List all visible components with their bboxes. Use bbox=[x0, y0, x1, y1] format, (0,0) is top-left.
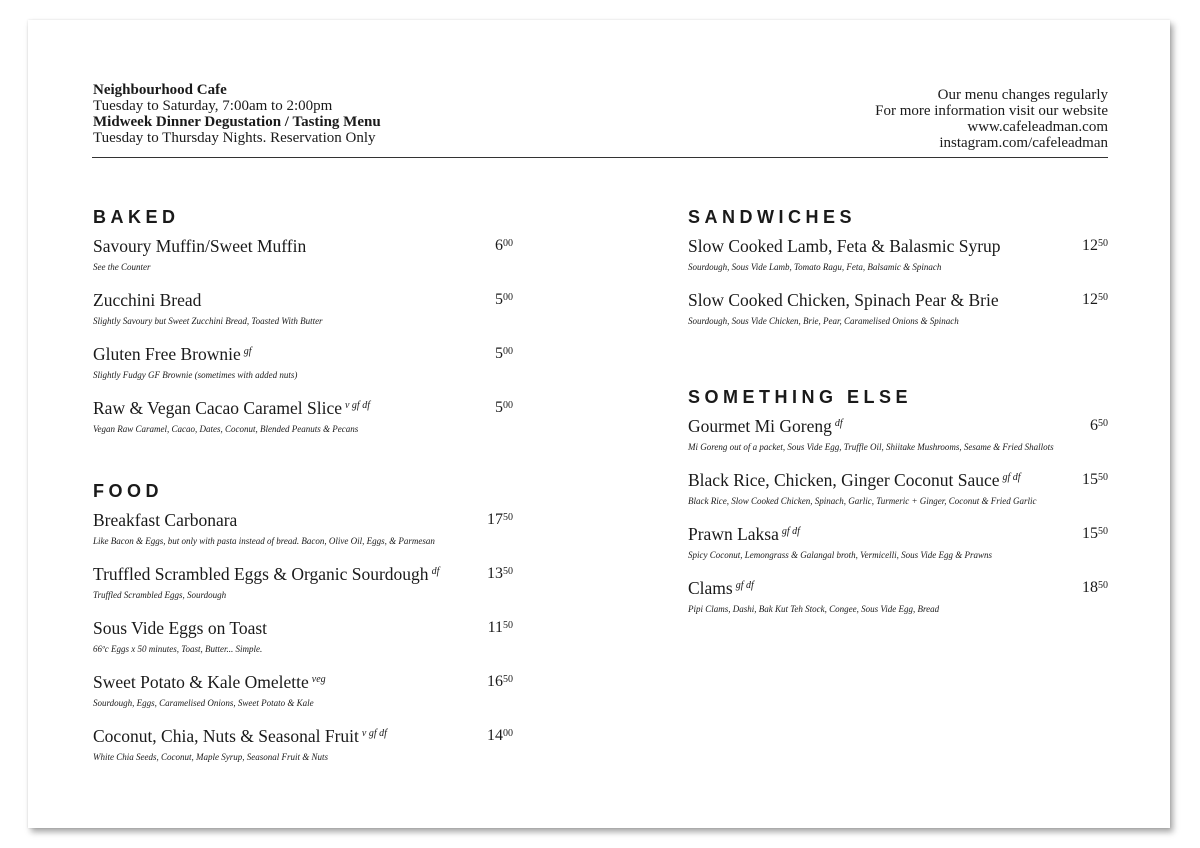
header-right bbox=[875, 87, 1108, 151]
item-name bbox=[688, 577, 1108, 599]
menu-page bbox=[28, 20, 1170, 828]
item-name-text: Slow Cooked Chicken, Spinach Pear & Brie bbox=[688, 290, 999, 310]
menu-item bbox=[688, 415, 1108, 469]
item-description: Mi Goreng out of a packet, Sous Vide Egg, Truffle Oil, Shiitake Mushrooms, Sesame & Fried Shallots bbox=[688, 442, 1054, 452]
price-whole: 6 bbox=[1090, 417, 1098, 434]
dietary-tags: gf df bbox=[781, 526, 800, 537]
cafe-name: Neighbourhood Cafe bbox=[93, 82, 227, 98]
section-something-else bbox=[688, 387, 1108, 631]
menu-item bbox=[93, 725, 513, 779]
item-description: Vegan Raw Caramel, Cacao, Dates, Coconut, Blended Peanuts & Pecans bbox=[93, 424, 359, 434]
price-cents: 00 bbox=[503, 728, 513, 739]
item-name-text: Black Rice, Chicken, Ginger Coconut Sauce bbox=[688, 470, 1000, 490]
item-name bbox=[93, 671, 513, 693]
item-name-text: Savoury Muffin/Sweet Muffin bbox=[93, 236, 307, 256]
item-description: Spicy Coconut, Lemongrass & Galangal broth, Vermicelli, Sous Vide Egg & Prawns bbox=[688, 550, 992, 560]
price-whole: 16 bbox=[487, 673, 503, 690]
item-name bbox=[688, 523, 1108, 545]
dinner-note: Tuesday to Thursday Nights. Reservation Only bbox=[93, 130, 376, 146]
item-description: Slightly Savoury but Sweet Zucchini Bread, Toasted With Butter bbox=[93, 316, 323, 326]
section-food bbox=[93, 481, 513, 779]
price-whole: 11 bbox=[487, 619, 503, 636]
item-price bbox=[1082, 523, 1108, 545]
item-price bbox=[487, 509, 513, 531]
price-cents: 50 bbox=[1098, 418, 1108, 429]
item-description: Truffled Scrambled Eggs, Sourdough bbox=[93, 590, 227, 600]
item-description: Sourdough, Eggs, Caramelised Onions, Sweet Potato & Kale bbox=[93, 698, 314, 708]
price-whole: 14 bbox=[487, 727, 503, 744]
item-price bbox=[1090, 415, 1108, 437]
menu-item bbox=[688, 235, 1108, 289]
menu-item bbox=[93, 343, 513, 397]
price-cents: 50 bbox=[1098, 472, 1108, 483]
price-whole: 6 bbox=[495, 237, 503, 254]
header-note: For more information visit our website bbox=[875, 103, 1108, 119]
price-cents: 50 bbox=[503, 674, 513, 685]
menu-item bbox=[93, 671, 513, 725]
header-note: Our menu changes regularly bbox=[937, 87, 1108, 103]
menu-item bbox=[688, 289, 1108, 343]
price-whole: 17 bbox=[487, 511, 503, 528]
dietary-tags: veg bbox=[311, 674, 326, 685]
dietary-tags: gf df bbox=[1002, 472, 1021, 483]
price-cents: 00 bbox=[503, 238, 513, 249]
left-column bbox=[93, 207, 513, 779]
price-cents: 50 bbox=[1098, 238, 1108, 249]
item-name-text: Prawn Laksa bbox=[688, 524, 779, 544]
item-name-text: Breakfast Carbonara bbox=[93, 510, 238, 530]
item-name-text: Coconut, Chia, Nuts & Seasonal Fruit bbox=[93, 726, 359, 746]
item-price bbox=[487, 671, 513, 693]
menu-item bbox=[93, 563, 513, 617]
item-price bbox=[495, 235, 513, 257]
section-title: SOMETHING ELSE bbox=[688, 387, 913, 407]
price-cents: 50 bbox=[503, 512, 513, 523]
item-name bbox=[93, 397, 513, 419]
dietary-tags: v gf df bbox=[361, 728, 387, 739]
item-name bbox=[688, 289, 1108, 311]
dietary-tags: gf bbox=[243, 346, 252, 357]
price-cents: 50 bbox=[1098, 526, 1108, 537]
price-cents: 50 bbox=[1098, 292, 1108, 303]
price-cents: 50 bbox=[1098, 580, 1108, 591]
section-title: FOOD bbox=[93, 481, 163, 501]
menu-item bbox=[93, 289, 513, 343]
menu-item bbox=[93, 397, 513, 451]
item-name bbox=[93, 563, 513, 585]
item-price bbox=[1082, 577, 1108, 599]
header-divider bbox=[92, 157, 1108, 158]
section-baked bbox=[93, 207, 513, 451]
opening-hours: Tuesday to Saturday, 7:00am to 2:00pm bbox=[93, 98, 333, 114]
item-name bbox=[93, 235, 513, 257]
instagram-link[interactable]: instagram.com/cafeleadman bbox=[939, 135, 1108, 151]
item-description: Slightly Fudgy GF Brownie (sometimes with added nuts) bbox=[93, 370, 298, 380]
item-name-text: Sous Vide Eggs on Toast bbox=[93, 618, 268, 638]
item-name-text: Truffled Scrambled Eggs & Organic Sourdough bbox=[93, 564, 429, 584]
price-whole: 12 bbox=[1082, 291, 1098, 308]
price-cents: 00 bbox=[503, 346, 513, 357]
price-whole: 18 bbox=[1082, 579, 1098, 596]
item-price bbox=[1082, 235, 1108, 257]
item-name-text: Gluten Free Brownie bbox=[93, 344, 241, 364]
item-price bbox=[1082, 289, 1108, 311]
item-description: White Chia Seeds, Coconut, Maple Syrup, Seasonal Fruit & Nuts bbox=[93, 752, 328, 762]
item-price bbox=[495, 289, 513, 311]
section-title: BAKED bbox=[93, 207, 180, 227]
item-name-text: Clams bbox=[688, 578, 733, 598]
item-description: Like Bacon & Eggs, but only with pasta instead of bread. Bacon, Olive Oil, Eggs, & Parmesan bbox=[93, 536, 435, 546]
section-title: SANDWICHES bbox=[688, 207, 857, 227]
item-price bbox=[487, 725, 513, 747]
header-left bbox=[93, 82, 381, 146]
menu-item bbox=[93, 235, 513, 289]
item-price bbox=[488, 617, 513, 639]
price-whole: 5 bbox=[495, 345, 503, 362]
item-name bbox=[93, 343, 513, 365]
section-sandwiches bbox=[688, 207, 1108, 343]
item-description: Sourdough, Sous Vide Lamb, Tomato Ragu, Feta, Balsamic & Spinach bbox=[688, 262, 942, 272]
item-name-text: Sweet Potato & Kale Omelette bbox=[93, 672, 309, 692]
item-name-text: Gourmet Mi Goreng bbox=[688, 416, 832, 436]
menu-item bbox=[93, 617, 513, 671]
item-price bbox=[487, 563, 513, 585]
item-description: Black Rice, Slow Cooked Chicken, Spinach, Garlic, Turmeric + Ginger, Coconut & Fried Garlic bbox=[688, 496, 1037, 506]
item-name bbox=[688, 235, 1108, 257]
item-name bbox=[93, 725, 513, 747]
website-link[interactable]: www.cafeleadman.com bbox=[967, 119, 1108, 135]
item-description: Sourdough, Sous Vide Chicken, Brie, Pear, Caramelised Onions & Spinach bbox=[688, 316, 959, 326]
price-whole: 5 bbox=[495, 291, 503, 308]
dietary-tags: v gf df bbox=[344, 400, 370, 411]
item-description: 66ºc Eggs x 50 minutes, Toast, Butter... Simple. bbox=[93, 644, 263, 654]
item-description: Pipi Clams, Dashi, Bak Kut Teh Stock, Congee, Sous Vide Egg, Bread bbox=[688, 604, 940, 614]
dietary-tags: df bbox=[431, 566, 440, 577]
price-cents: 00 bbox=[503, 400, 513, 411]
price-cents: 50 bbox=[503, 566, 513, 577]
item-name bbox=[93, 289, 513, 311]
price-whole: 15 bbox=[1082, 471, 1098, 488]
price-whole: 13 bbox=[487, 565, 503, 582]
menu-item bbox=[688, 523, 1108, 577]
item-price bbox=[1082, 469, 1108, 491]
price-whole: 12 bbox=[1082, 237, 1098, 254]
dietary-tags: gf df bbox=[735, 580, 754, 591]
item-name-text: Zucchini Bread bbox=[93, 290, 202, 310]
item-price bbox=[495, 397, 513, 419]
item-name bbox=[93, 509, 513, 531]
menu-item bbox=[688, 577, 1108, 631]
price-cents: 00 bbox=[503, 292, 513, 303]
item-description: See the Counter bbox=[93, 262, 151, 272]
item-price bbox=[495, 343, 513, 365]
item-name-text: Slow Cooked Lamb, Feta & Balasmic Syrup bbox=[688, 236, 1001, 256]
menu-item bbox=[93, 509, 513, 563]
item-name bbox=[93, 617, 513, 639]
dietary-tags: df bbox=[834, 418, 843, 429]
price-whole: 15 bbox=[1082, 525, 1098, 542]
item-name bbox=[688, 415, 1108, 437]
item-name bbox=[688, 469, 1108, 491]
price-cents: 50 bbox=[503, 620, 513, 631]
dinner-title: Midweek Dinner Degustation / Tasting Menu bbox=[93, 114, 381, 130]
menu-item bbox=[688, 469, 1108, 523]
right-column bbox=[688, 207, 1108, 631]
price-whole: 5 bbox=[495, 399, 503, 416]
item-name-text: Raw & Vegan Cacao Caramel Slice bbox=[93, 398, 342, 418]
